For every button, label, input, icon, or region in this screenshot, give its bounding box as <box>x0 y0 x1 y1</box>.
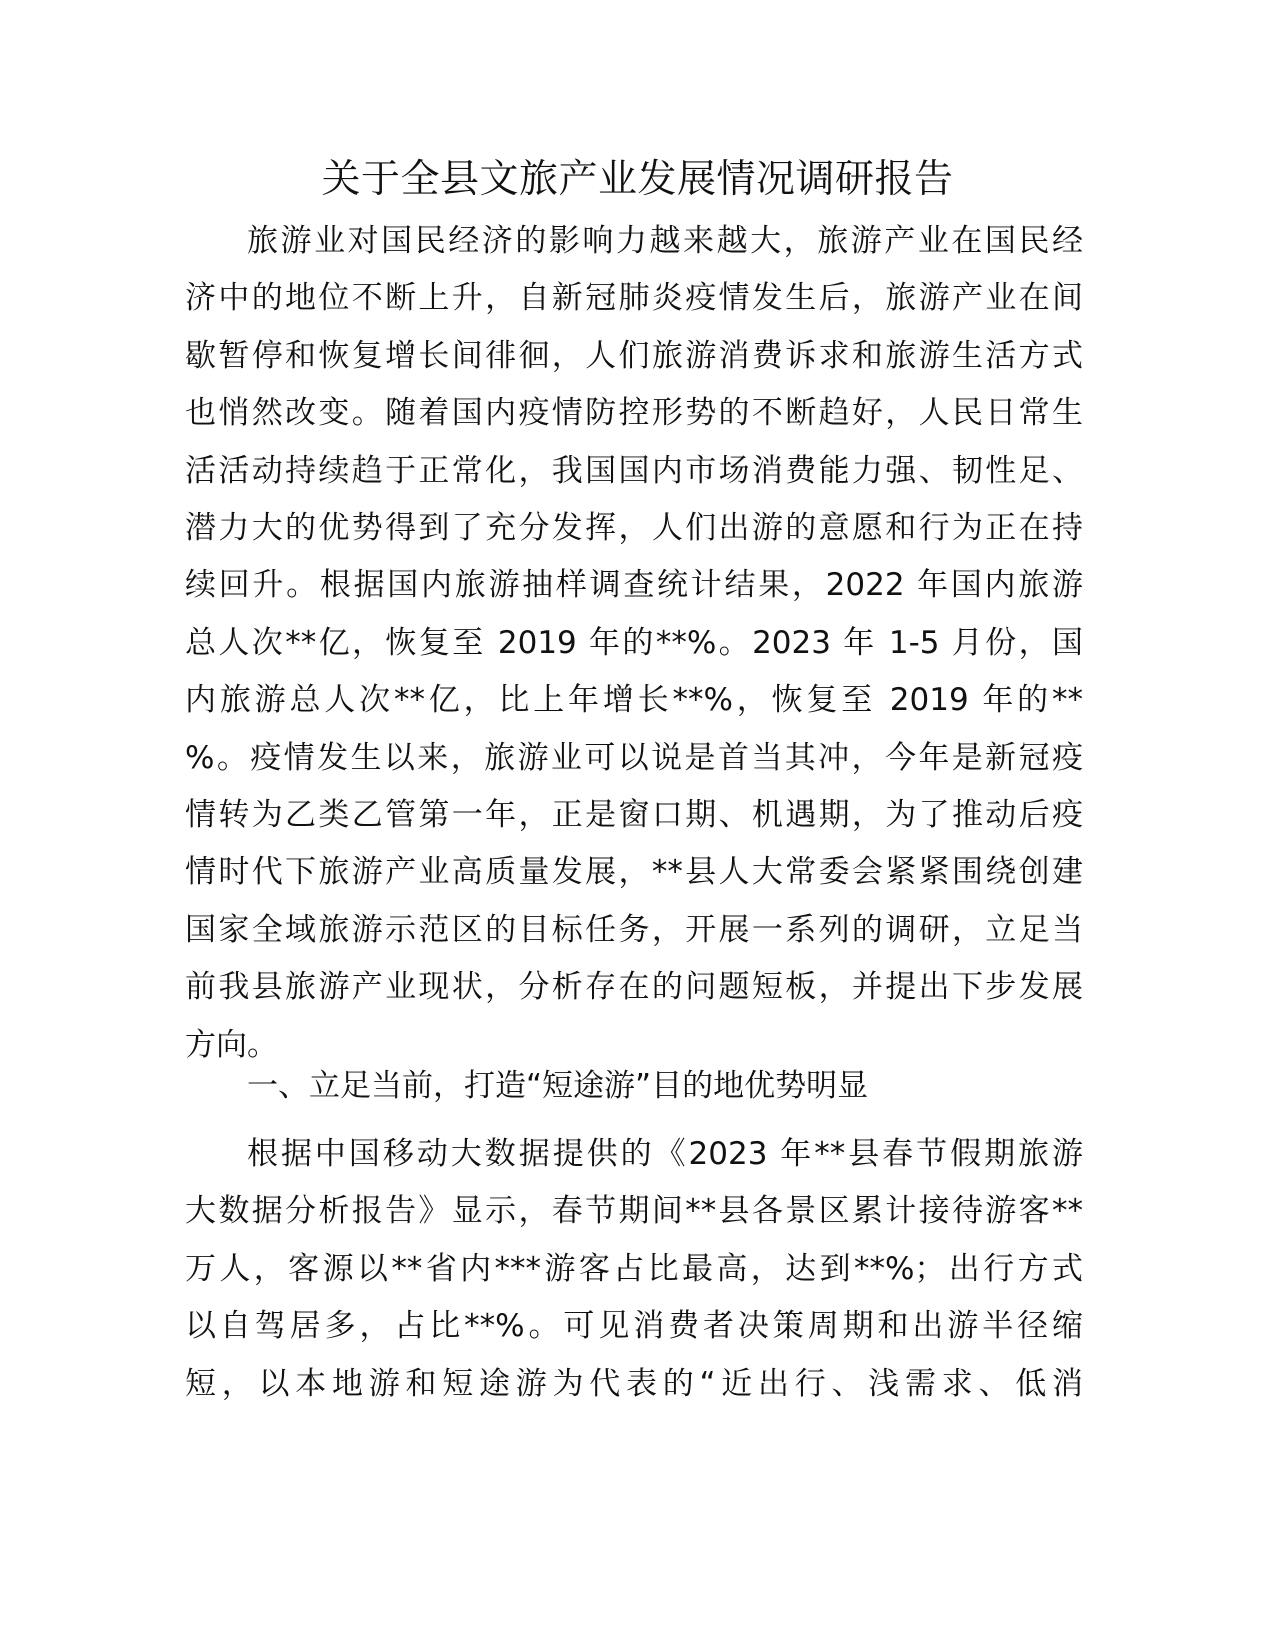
paragraph-section-1 <box>185 1126 1083 1413</box>
paragraph-line: 也悄然改变。随着国内疫情防控形势的不断趋好，人民日常生 <box>185 395 1083 432</box>
paragraph-line: 大数据分析报告》显示，春节期间**县各景区累计接待游客** <box>185 1193 1083 1230</box>
document-title: 关于全县文旅产业发展情况调研报告 <box>321 157 954 202</box>
paragraph-line: %。疫情发生以来，旅游业可以说是首当其冲，今年是新冠疫 <box>185 739 1083 776</box>
section-heading-text: 一、立足当前，打造“短途游”目的地优势明显 <box>247 1068 869 1104</box>
paragraph-line: 情转为乙类乙管第一年，正是窗口期、机遇期，为了推动后疫 <box>185 797 1083 834</box>
paragraph-line: 根据中国移动大数据提供的《2023 年**县春节假期旅游 <box>247 1136 1083 1172</box>
paragraph-intro <box>185 213 1083 1074</box>
paragraph-line: 续回升。根据国内旅游抽样调查统计结果，2022 年国内旅游 <box>185 567 1083 604</box>
paragraph-line: 短，以本地游和短途游为代表的“近出行、浅需求、低消 <box>185 1365 1083 1402</box>
paragraph-line: 潜力大的优势得到了充分发挥，人们出游的意愿和行为正在持 <box>185 510 1083 547</box>
paragraph-line: 济中的地位不断上升，自新冠肺炎疫情发生后，旅游产业在间 <box>185 280 1083 317</box>
paragraph-line: 活活动持续趋于正常化，我国国内市场消费能力强、韧性足、 <box>185 452 1083 489</box>
paragraph-line: 国家全域旅游示范区的目标任务，开展一系列的调研，立足当 <box>185 911 1083 948</box>
paragraph-line: 总人次**亿，恢复至 2019 年的**%。2023 年 1-5 月份，国 <box>185 624 1083 661</box>
paragraph-line: 前我县旅游产业现状，分析存在的问题短板，并提出下步发展 <box>185 969 1083 1006</box>
paragraph-line: 万人，客源以**省内***游客占比最高，达到**%；出行方式 <box>185 1250 1083 1287</box>
paragraph-line: 旅游业对国民经济的影响力越来越大，旅游产业在国民经 <box>247 223 1083 259</box>
paragraph-line: 情时代下旅游产业高质量发展，**县人大常委会紧紧围绕创建 <box>185 854 1083 891</box>
section-heading <box>185 1058 1083 1115</box>
paragraph-line: 以自驾居多，占比**%。可见消费者决策周期和出游半径缩 <box>185 1308 1083 1345</box>
paragraph-line: 歇暂停和恢复增长间徘徊，人们旅游消费诉求和旅游生活方式 <box>185 337 1083 374</box>
paragraph-line: 内旅游总人次**亿，比上年增长**%，恢复至 2019 年的** <box>185 682 1083 719</box>
paragraph-line: 方向。 <box>185 1026 278 1063</box>
